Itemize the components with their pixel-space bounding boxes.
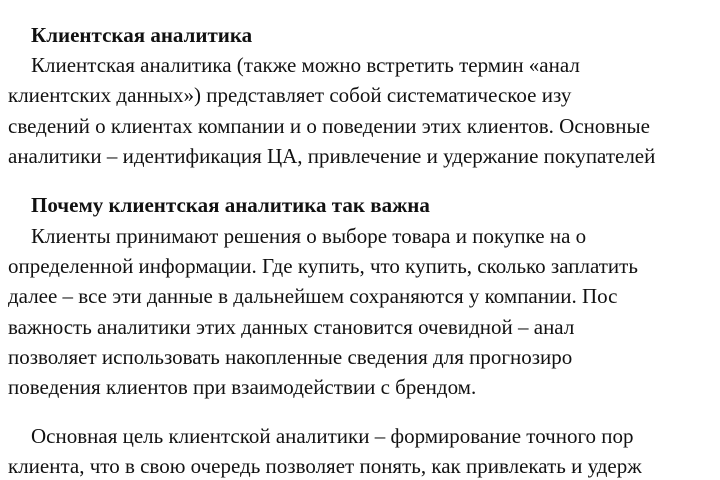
- paragraph-line: важность аналитики этих данных становится очевидной – анал: [8, 315, 575, 339]
- paragraph-line: Основная цель клиентской аналитики – формирование точного пор: [31, 424, 634, 448]
- paragraph-line: определенной информации. Где купить, что купить, сколько заплатить: [8, 254, 638, 278]
- paragraph-line: Клиенты принимают решения о выборе товара и покупке на о: [31, 224, 587, 248]
- paragraph-line: клиента, что в свою очередь позволяет понять, как привлекать и удерж: [8, 454, 642, 478]
- paragraph-line: сведений о клиентах компании и о поведении этих клиентов. Основные: [8, 114, 650, 138]
- paragraph-line: клиентских данных») представляет собой систематическое изу: [8, 83, 572, 107]
- section-heading-why-important: Почему клиентская аналитика так важна: [31, 193, 430, 217]
- paragraph-line: позволяет использовать накопленные сведения для прогнозиро: [8, 345, 573, 369]
- section-heading-customer-analytics: Клиентская аналитика: [31, 23, 253, 47]
- paragraph-line: Клиентская аналитика (также можно встретить термин «анал: [31, 53, 580, 77]
- paragraph-line: поведения клиентов при взаимодействии с брендом.: [8, 375, 477, 399]
- paragraph-line: аналитики – идентификация ЦА, привлечение и удержание покупателей: [8, 144, 656, 168]
- paragraph-line: далее – все эти данные в дальнейшем сохраняются у компании. Пос: [8, 284, 618, 308]
